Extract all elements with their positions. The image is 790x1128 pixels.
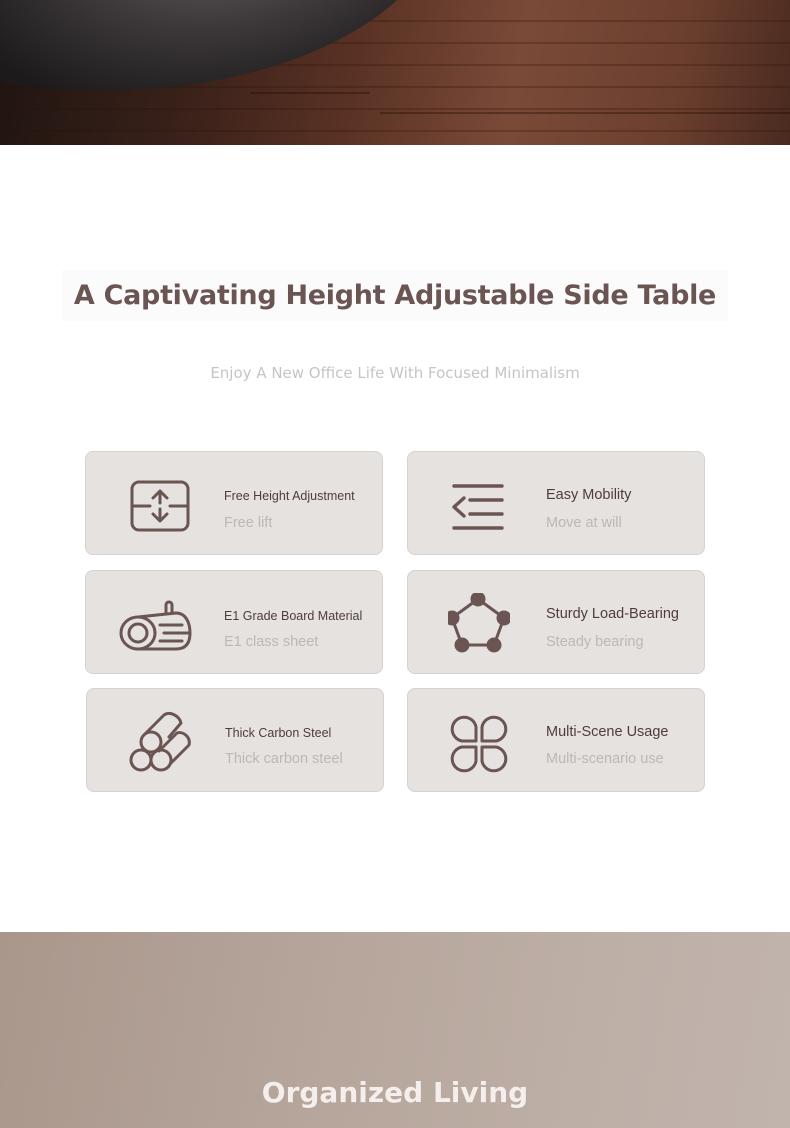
- section-title-wrap: [0, 270, 790, 321]
- feature-title: Free Height Adjustment: [224, 489, 355, 503]
- feature-subtitle: Free lift: [224, 515, 273, 531]
- mobility-icon: [448, 474, 510, 536]
- feature-card-board: [85, 570, 383, 674]
- feature-subtitle: Multi-scenario use: [546, 751, 664, 767]
- feature-subtitle: E1 class sheet: [224, 634, 319, 650]
- height-adjust-icon: [130, 474, 192, 536]
- floor-plank-line: [250, 92, 370, 94]
- section-title: A Captivating Height Adjustable Side Table: [62, 270, 728, 321]
- feature-subtitle: Move at will: [546, 515, 622, 531]
- bottom-title: Organized Living: [261, 1076, 529, 1109]
- steel-pipes-icon: [129, 711, 191, 773]
- pentagon-nodes-icon: [448, 593, 510, 655]
- feature-card-multiscene: [407, 688, 705, 792]
- wood-log-icon: [118, 593, 192, 655]
- feature-card-mobility: [407, 451, 705, 555]
- bottom-section: [0, 932, 790, 1128]
- section-subtitle-wrap: [0, 358, 790, 388]
- feature-card-height: [85, 451, 383, 555]
- feature-title: Thick Carbon Steel: [225, 726, 332, 740]
- feature-title: Easy Mobility: [546, 487, 632, 503]
- feature-subtitle: Steady bearing: [546, 634, 644, 650]
- four-petal-icon: [448, 713, 510, 775]
- section-subtitle: Enjoy A New Office Life With Focused Minimalism: [210, 364, 580, 382]
- feature-card-steel: [86, 688, 384, 792]
- feature-card-load: [407, 570, 705, 674]
- cushion-image: [0, 0, 463, 90]
- feature-title: E1 Grade Board Material: [224, 609, 363, 623]
- feature-title: Sturdy Load-Bearing: [546, 606, 679, 622]
- feature-title: Multi-Scene Usage: [546, 724, 669, 740]
- hero-photo: [0, 0, 790, 145]
- feature-subtitle: Thick carbon steel: [225, 751, 343, 767]
- floor-plank-line: [380, 112, 790, 114]
